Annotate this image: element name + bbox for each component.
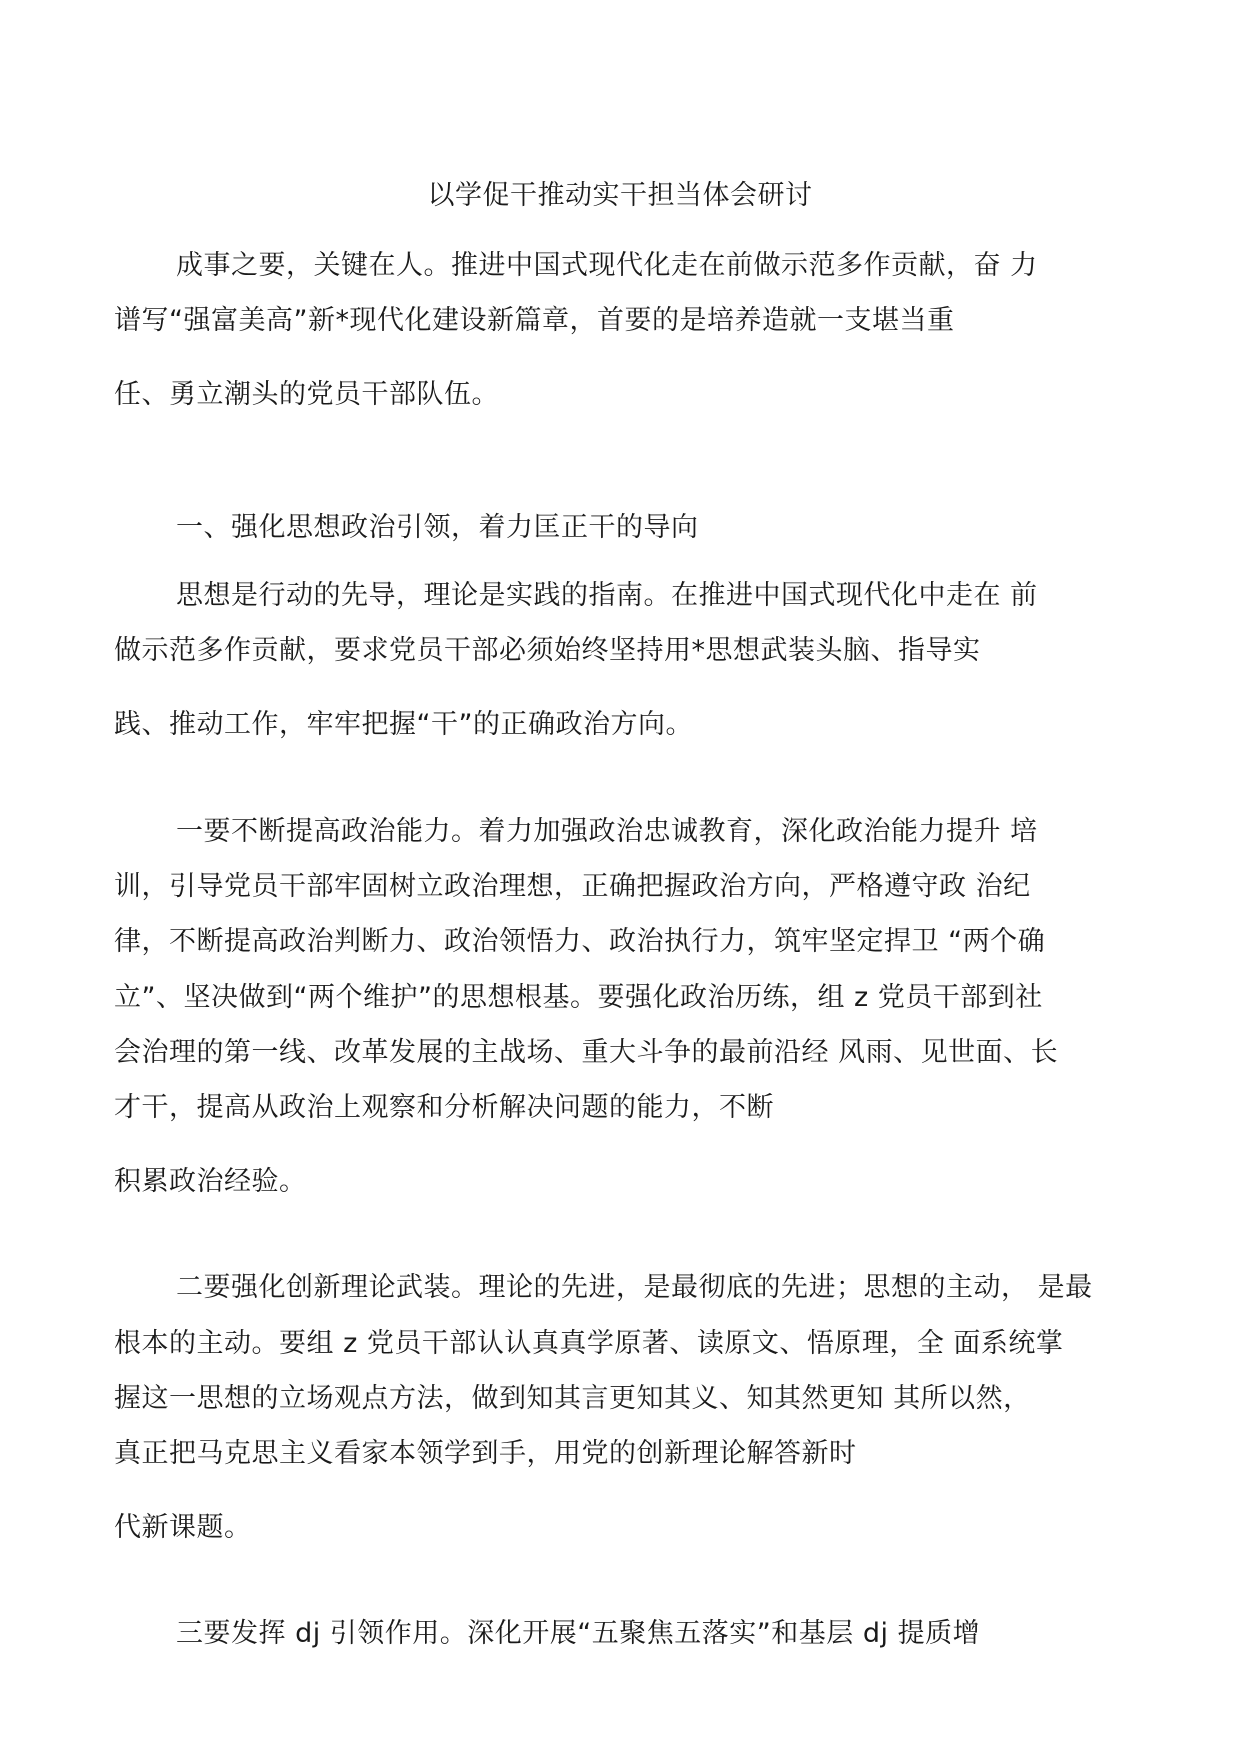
paragraph-line: 成事之要，关键在人。推进中国式现代化走在前做示范多作贡献，奋 力: [176, 250, 1038, 281]
paragraph-line: 真正把马克思主义看家本领学到手，用党的创新理论解答新时: [114, 1438, 857, 1469]
paragraph-line: 根本的主动。要组 z 党员干部认认真真学原著、读原文、悟原理，全 面系统掌: [114, 1328, 1064, 1359]
paragraph-line: 三要发挥 dj 引领作用。深化开展“五聚焦五落实”和基层 dj 提质增: [176, 1618, 981, 1649]
paragraph-line: 立”、坚决做到“两个维护”的思想根基。要强化政治历练，组 z 党员干部到社: [114, 982, 1043, 1013]
paragraph-line: 一要不断提高政治能力。着力加强政治忠诚教育，深化政治能力提升 培: [176, 816, 1038, 847]
paragraph-line: 积累政治经验。: [114, 1166, 307, 1197]
paragraph-line: 谱写“强富美高”新*现代化建设新篇章，首要的是培养造就一支堪当重: [114, 305, 955, 336]
paragraph-line: 践、推动工作，牢牢把握“干”的正确政治方向。: [114, 709, 693, 740]
paragraph-line: 训，引导党员干部牢固树立政治理想，正确把握政治方向，严格遵守政 治纪: [114, 871, 1031, 902]
paragraph-line: 思想是行动的先导，理论是实践的指南。在推进中国式现代化中走在 前: [176, 580, 1038, 611]
paragraph-line: 律，不断提高政治判断力、政治领悟力、政治执行力，筑牢坚定捍卫 “两个确: [114, 926, 1046, 957]
document-title: 以学促干推动实干担当体会研讨: [427, 180, 813, 211]
paragraph-line: 才干，提高从政治上观察和分析解决问题的能力，不断: [114, 1092, 774, 1123]
paragraph-line: 二要强化创新理论武装。理论的先进，是最彻底的先进；思想的主动， 是最: [176, 1272, 1093, 1303]
paragraph-line: 任、勇立潮头的党员干部队伍。: [114, 379, 499, 410]
section-heading: 一、强化思想政治引领，着力匡正干的导向: [176, 512, 699, 543]
paragraph-line: 做示范多作贡献，要求党员干部必须始终坚持用*思想武装头脑、指导实: [114, 635, 981, 666]
paragraph-line: 握这一思想的立场观点方法，做到知其言更知其义、知其然更知 其所以然，: [114, 1383, 1031, 1414]
paragraph-line: 会治理的第一线、改革发展的主战场、重大斗争的最前沿经 风雨、见世面、长: [114, 1037, 1059, 1068]
paragraph-line: 代新课题。: [114, 1512, 252, 1543]
